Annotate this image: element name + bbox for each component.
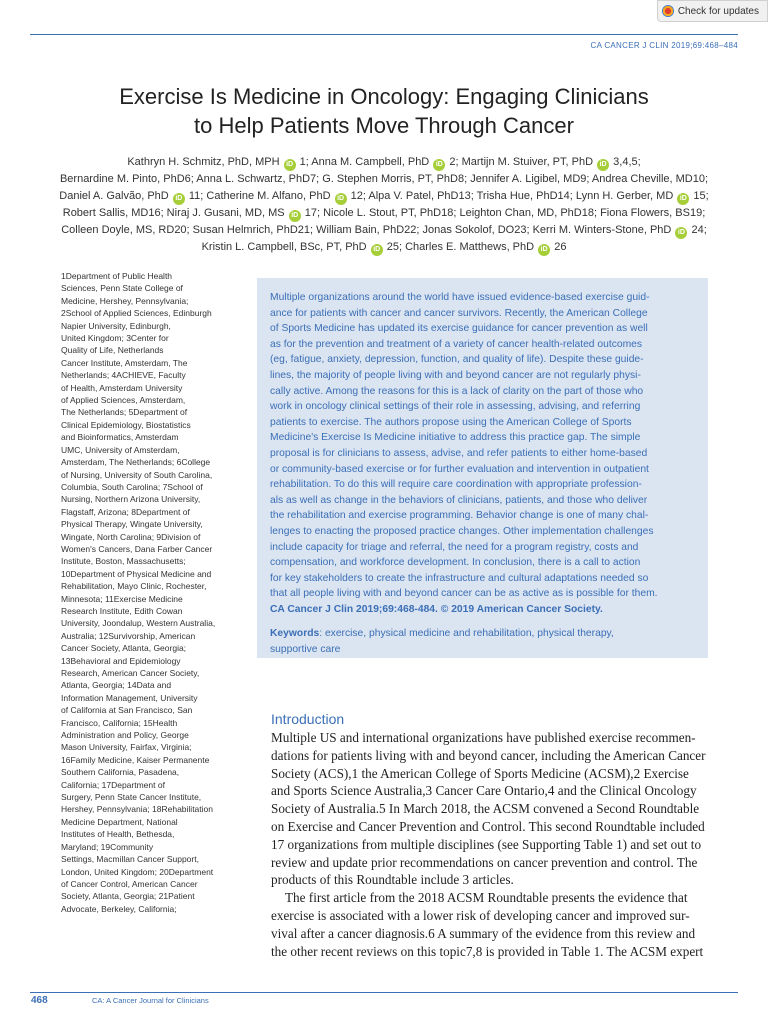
abstract-line: of Sports Medicine has updated its exercise guidance for cancer prevention as well bbox=[270, 323, 648, 335]
abstract-line: lenges to enacting the proposed practice changes. Other implementation challenges bbox=[270, 525, 654, 537]
orcid-icon[interactable]: iD bbox=[371, 244, 383, 256]
introduction-body bbox=[271, 729, 708, 960]
affiliation-line: London, United Kingdom; 20Department bbox=[61, 866, 214, 877]
affiliation-line: Hershey, Pennsylvania; 18Rehabilitation bbox=[61, 804, 213, 815]
orcid-icon[interactable]: iD bbox=[677, 193, 689, 205]
affiliation-line: 10Department of Physical Medicine and bbox=[61, 568, 212, 579]
body-text-line: on Exercise and Cancer Prevention and Control. This second Roundtable included bbox=[271, 818, 705, 834]
orcid-icon[interactable]: iD bbox=[675, 227, 687, 239]
author-line: Robert Sallis, MD16; Niraj J. Gusani, MD, MS iD 17; Nicole L. Stout, PT, PhD18; Leighton Chan, MD, PhD18; Fiona Flowers, BS19; bbox=[20, 205, 748, 222]
author-line: Bernardine M. Pinto, PhD6; Anna L. Schwartz, PhD7; G. Stephen Morris, PT, PhD8; Jennifer A. Ligibel, MD9; Andrea Cheville, MD10; bbox=[59, 173, 709, 185]
abstract-citation: CA Cancer J Clin 2019;69:468-484. © 2019 American Cancer Society. bbox=[270, 603, 603, 615]
abstract-line: compensation, and workforce development. In conclusion, there is a call to action bbox=[270, 557, 641, 569]
affiliation-line: 16Family Medicine, Kaiser Permanente bbox=[61, 754, 210, 765]
affiliations bbox=[61, 270, 237, 915]
affiliation-line: Administration and Policy, George bbox=[61, 730, 189, 741]
abstract-line: als as well as change in the behaviors of clinicians, patients, and those who deliver bbox=[270, 494, 648, 506]
body-text-line: The first article from the 2018 ACSM Roundtable presents the evidence that bbox=[285, 890, 688, 906]
orcid-icon[interactable]: iD bbox=[289, 210, 301, 222]
affiliation-line: Advocate, Berkeley, California; bbox=[61, 903, 177, 914]
author-list bbox=[20, 154, 748, 256]
affiliation-line: Society, Atlanta, Georgia; 21Patient bbox=[61, 891, 195, 902]
affiliation-line: Clinical Epidemiology, Biostatistics bbox=[61, 419, 191, 430]
abstract-line: proposal is for clinicians to assess, advise, and refer patients to either home-based bbox=[270, 447, 648, 459]
affiliation-line: of Health, Amsterdam University bbox=[61, 382, 183, 393]
affiliation-line: Medicine, Hershey, Pennsylvania; bbox=[61, 295, 189, 306]
abstract-line: ance for patients with cancer and cancer survivors. Recently, the American College bbox=[270, 307, 648, 319]
affiliation-line: Nursing, Northern Arizona University, bbox=[61, 494, 201, 505]
abstract-line: rehabilitation. To do this will require care coordination with appropriate profession- bbox=[270, 479, 642, 491]
affiliation-line: Amsterdam, The Netherlands; 6College bbox=[61, 457, 211, 468]
affiliation-line: of Applied Sciences, Amsterdam, bbox=[61, 395, 186, 406]
author-line: Daniel A. Galvão, PhD iD 11; Catherine M. Alfano, PhD iD 12; Alpa V. Patel, PhD13; Trisha Hue, PhD14; Lynn H. Gerber, MD iD 15; bbox=[20, 188, 748, 205]
article-title bbox=[0, 82, 768, 140]
check-for-updates-label: Check for updates bbox=[677, 5, 759, 17]
keywords-line bbox=[270, 626, 696, 642]
affiliation-line: Maryland; 19Community bbox=[61, 841, 154, 852]
title-line: to Help Patients Move Through Cancer bbox=[194, 113, 574, 138]
affiliation-line: Rehabilitation, Mayo Clinic, Rochester, bbox=[61, 581, 207, 592]
check-for-updates-button[interactable] bbox=[657, 0, 768, 22]
abstract-line: cally active. Among the reasons for this is a lack of clarity on the part of those who bbox=[270, 385, 644, 397]
abstract-line: include capacity for triage and referral, the need for a program registry, costs and bbox=[270, 541, 639, 553]
orcid-icon[interactable]: iD bbox=[597, 159, 609, 171]
affiliation-line: Quality of Life, Netherlands bbox=[61, 345, 164, 356]
body-text-line: Multiple US and international organizations have published exercise recommen- bbox=[271, 730, 696, 745]
affiliation-line: Napier University, Edinburgh, bbox=[61, 320, 171, 331]
affiliation-line: University, Joondalup, Western Australia, bbox=[61, 618, 216, 629]
affiliation-line: of Cancer Control, American Cancer bbox=[61, 878, 198, 889]
affiliation-line: UMC, University of Amsterdam, bbox=[61, 444, 180, 455]
abstract-line: Medicine's Exercise Is Medicine initiative to address this practice gap. The simple bbox=[270, 432, 641, 444]
abstract-line: patients to exercise. The authors propose using the American College of Sports bbox=[270, 416, 632, 428]
affiliation-line: Australia; 12Survivorship, American bbox=[61, 630, 196, 641]
affiliation-line: Cancer Institute, Amsterdam, The bbox=[61, 357, 188, 368]
abstract-text bbox=[270, 290, 696, 617]
crossmark-icon bbox=[662, 5, 674, 17]
affiliation-line: Mason University, Fairfax, Virginia; bbox=[61, 742, 192, 753]
abstract-line: work in oncology clinical settings of their role in assessing, advising, and referring bbox=[270, 401, 641, 413]
affiliation-line: Surgery, Penn State Cancer Institute, bbox=[61, 792, 202, 803]
keywords-values: : exercise, physical medicine and rehabilitation, physical therapy, bbox=[319, 628, 614, 640]
affiliation-line: Wingate, North Carolina; 9Division of bbox=[61, 531, 201, 542]
abstract-line: for key stakeholders to create the infrastructure and cultural adaptations needed so bbox=[270, 572, 649, 584]
body-text-line: dations for patients living with and beyond cancer, including the American Cancer bbox=[271, 747, 706, 763]
keywords bbox=[270, 626, 696, 657]
abstract-line: as for the prevention and treatment of a variety of cancer health-related outcomes bbox=[270, 338, 643, 350]
orcid-icon[interactable]: iD bbox=[433, 159, 445, 171]
abstract-line: lines, the majority of people living with and beyond cancer are not regularly physi- bbox=[270, 369, 641, 381]
affiliation-line: 13Behavioral and Epidemiology bbox=[61, 655, 181, 666]
affiliation-line: Sciences, Penn State College of bbox=[61, 283, 183, 294]
affiliation-line: of Nursing, University of South Carolina, bbox=[61, 469, 213, 480]
body-text-line: Society of Australia.5 In March 2018, the ACSM convened a Second Roundtable bbox=[271, 801, 700, 817]
affiliation-line: The Netherlands; 5Department of bbox=[61, 407, 188, 418]
affiliation-line: Flagstaff, Arizona; 8Department of bbox=[61, 506, 190, 517]
body-text-line: products of this Roundtable include 3 articles. bbox=[271, 872, 514, 888]
author-line: Kathryn H. Schmitz, PhD, MPH iD 1; Anna M. Campbell, PhD iD 2; Martijn M. Stuiver, PT, PhD iD 3,4,5; bbox=[20, 154, 748, 171]
title-line: Exercise Is Medicine in Oncology: Engaging Clinicians bbox=[119, 84, 649, 109]
footer-rule bbox=[30, 992, 738, 993]
header-rule bbox=[30, 34, 738, 35]
affiliation-line: 2School of Applied Sciences, Edinburgh bbox=[61, 308, 212, 319]
orcid-icon[interactable]: iD bbox=[284, 159, 296, 171]
keywords-line: supportive care bbox=[270, 644, 341, 656]
affiliation-line: Women's Cancers, Dana Farber Cancer bbox=[61, 543, 213, 554]
abstract-line: (eg, fatigue, anxiety, depression, function, and quality of life). Despite these guide- bbox=[270, 354, 644, 366]
body-text-line: exercise is associated with a lower risk of developing cancer and improved sur- bbox=[271, 907, 690, 923]
affiliation-line: 1Department of Public Health bbox=[61, 271, 173, 281]
affiliation-line: United Kingdom; 3Center for bbox=[61, 333, 169, 344]
section-heading-introduction: Introduction bbox=[271, 711, 345, 727]
body-text-line: the other recent reviews on this topic7,8 is provided in Table 1. The ACSM expert bbox=[271, 943, 704, 959]
orcid-icon[interactable]: iD bbox=[335, 193, 347, 205]
affiliation-line: Francisco, California; 15Health bbox=[61, 717, 178, 728]
affiliation-line: Atlanta, Georgia; 14Data and bbox=[61, 680, 172, 691]
affiliation-line: Research, American Cancer Society, bbox=[61, 668, 200, 678]
footer-journal-name: CA: A Cancer Journal for Clinicians bbox=[92, 996, 209, 1005]
abstract-box bbox=[257, 278, 708, 658]
affiliation-line: of California at San Francisco, San bbox=[61, 705, 193, 716]
affiliation-line: Cancer Society, Atlanta, Georgia; bbox=[61, 643, 187, 654]
author-line: Colleen Doyle, MS, RD20; Susan Helmrich, PhD21; William Bain, PhD22; Jonas Sokolof, DO23; Kerri M. Winters-Stone, PhD iD 24; bbox=[20, 222, 748, 239]
affiliation-line: and Bioinformatics, Amsterdam bbox=[61, 432, 179, 443]
journal-reference: CA CANCER J CLIN 2019;69:468–484 bbox=[590, 41, 738, 50]
body-text-line: vival after a cancer diagnosis.6 A summary of the evidence from this review and bbox=[271, 925, 696, 941]
affiliation-line: Medicine Department, National bbox=[61, 816, 178, 827]
body-text-line: Society (ACS),1 the American College of Sports Medicine (ACSM),2 Exercise bbox=[271, 765, 689, 781]
orcid-icon[interactable]: iD bbox=[538, 244, 550, 256]
abstract-line: or community-based exercise or for further evaluation and intervention in outpatient bbox=[270, 463, 649, 475]
affiliation-line: Columbia, South Carolina; 7School of bbox=[61, 481, 203, 492]
affiliation-line: California; 17Department of bbox=[61, 779, 165, 790]
affiliation-line: Physical Therapy, Wingate University, bbox=[61, 519, 203, 530]
affiliation-line: Research Institute, Edith Cowan bbox=[61, 605, 183, 616]
affiliation-line: Institute, Boston, Massachusetts; bbox=[61, 556, 186, 567]
orcid-icon[interactable]: iD bbox=[173, 193, 185, 205]
affiliation-line: Information Management, University bbox=[61, 692, 198, 703]
affiliation-line: Southern California, Pasadena, bbox=[61, 767, 180, 778]
abstract-line: that all people living with and beyond cancer can be as active as is possible for them. bbox=[270, 588, 658, 600]
affiliation-line: Institutes of Health, Bethesda, bbox=[61, 829, 175, 840]
affiliation-line: Netherlands; 4ACHIEVE, Faculty bbox=[61, 370, 186, 381]
body-text-line: 17 organizations from multiple disciplines (see Supporting Table 1) and set out to bbox=[271, 836, 702, 852]
body-text-line: review and update prior recommendations on cancer prevention and control. The bbox=[271, 854, 698, 870]
affiliation-line: Settings, Macmillan Cancer Support, bbox=[61, 854, 199, 865]
page-number: 468 bbox=[31, 995, 48, 1006]
abstract-line: the rehabilitation and exercise programming. Behavior change is one of many chal- bbox=[270, 510, 649, 522]
abstract-line: Multiple organizations around the world have issued evidence-based exercise guid- bbox=[270, 292, 650, 303]
affiliation-line: Minnesota; 11Exercise Medicine bbox=[61, 593, 183, 604]
author-line: Kristin L. Campbell, BSc, PT, PhD iD 25; Charles E. Matthews, PhD iD 26 bbox=[20, 239, 748, 256]
body-text-line: and Sports Science Australia,3 Cancer Care Ontario,4 and the Clinical Oncology bbox=[271, 783, 697, 799]
keywords-label: Keywords bbox=[270, 628, 320, 640]
